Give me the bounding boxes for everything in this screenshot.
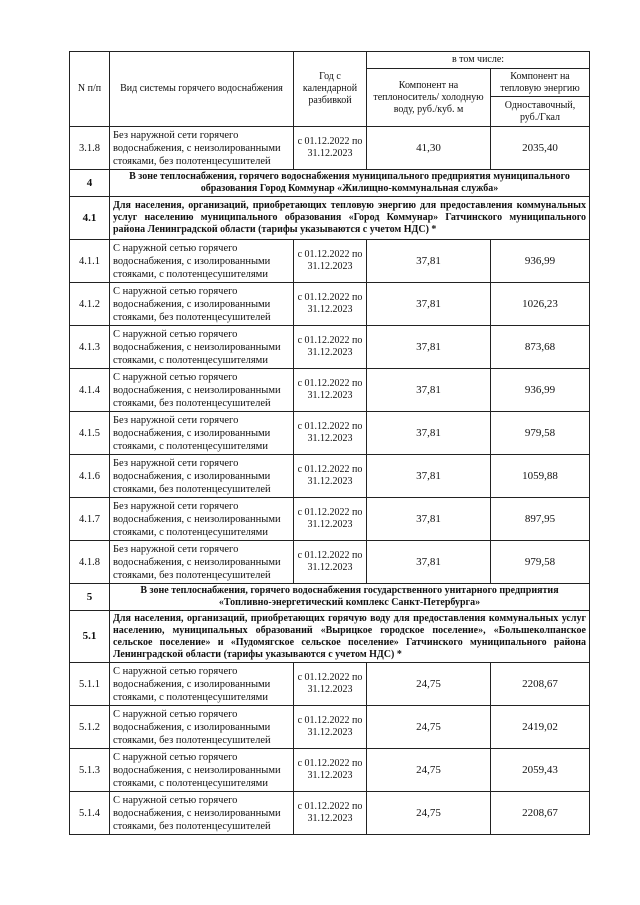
row-period: с 01.12.2022 по 31.12.2023 [294, 455, 367, 498]
row-system-type: С наружной сетью горячего водоснабжения, с неизолированными стояками, с полотенцесушителями [110, 326, 294, 369]
row-energy-value: 936,99 [491, 369, 590, 412]
row-carrier-value: 37,81 [367, 283, 491, 326]
row-period: с 01.12.2022 по 31.12.2023 [294, 283, 367, 326]
table-row [70, 706, 590, 749]
row-period: с 01.12.2022 по 31.12.2023 [294, 240, 367, 283]
table-row [70, 455, 590, 498]
header-including: в том числе: [367, 52, 590, 69]
tariff-table-body [70, 52, 590, 835]
subsection-number: 4.1 [70, 197, 110, 240]
row-number: 5.1.2 [70, 706, 110, 749]
row-period: с 01.12.2022 по 31.12.2023 [294, 498, 367, 541]
row-carrier-value: 37,81 [367, 541, 491, 584]
row-energy-value: 897,95 [491, 498, 590, 541]
header-row-1 [70, 52, 590, 69]
row-system-type: С наружной сетью горячего водоснабжения, с неизолированными стояками, без полотенцесушителей [110, 792, 294, 835]
table-row [70, 541, 590, 584]
row-number: 4.1.2 [70, 283, 110, 326]
section-number: 4 [70, 170, 110, 197]
row-period: с 01.12.2022 по 31.12.2023 [294, 412, 367, 455]
row-number: 4.1.3 [70, 326, 110, 369]
row-energy-value: 979,58 [491, 541, 590, 584]
row-energy-value: 1059,88 [491, 455, 590, 498]
row-number: 5.1.3 [70, 749, 110, 792]
table-row [70, 792, 590, 835]
row-energy-value: 936,99 [491, 240, 590, 283]
section-number: 5 [70, 584, 110, 611]
table-row [70, 283, 590, 326]
row-period: с 01.12.2022 по 31.12.2023 [294, 326, 367, 369]
row-system-type: Без наружной сети горячего водоснабжения, с изолированными стояками, с полотенцесушителями [110, 412, 294, 455]
table-row [70, 127, 590, 170]
table-row [70, 326, 590, 369]
row-period: с 01.12.2022 по 31.12.2023 [294, 541, 367, 584]
row-carrier-value: 37,81 [367, 369, 491, 412]
row-number: 4.1.5 [70, 412, 110, 455]
row-carrier-value: 24,75 [367, 749, 491, 792]
row-system-type: Без наружной сети горячего водоснабжения, с неизолированными стояками, с полотенцесушителями [110, 498, 294, 541]
table-row [70, 498, 590, 541]
row-carrier-value: 37,81 [367, 498, 491, 541]
row-energy-value: 1026,23 [491, 283, 590, 326]
row-carrier-value: 24,75 [367, 663, 491, 706]
section-title: В зоне теплоснабжения, горячего водоснабжения муниципального предприятия муниципального образования Город Коммунар «Жилищно-коммунальная служба» [110, 170, 590, 197]
row-period: с 01.12.2022 по 31.12.2023 [294, 663, 367, 706]
row-system-type: Без наружной сети горячего водоснабжения, с изолированными стояками, без полотенцесушителей [110, 455, 294, 498]
row-period: с 01.12.2022 по 31.12.2023 [294, 706, 367, 749]
section-row [70, 170, 590, 197]
row-system-type: С наружной сетью горячего водоснабжения, с неизолированными стояками, с полотенцесушителями [110, 749, 294, 792]
row-number: 4.1.1 [70, 240, 110, 283]
row-number: 4.1.6 [70, 455, 110, 498]
table-row [70, 412, 590, 455]
row-carrier-value: 37,81 [367, 412, 491, 455]
row-energy-value: 2059,43 [491, 749, 590, 792]
row-number: 4.1.4 [70, 369, 110, 412]
table-row [70, 749, 590, 792]
row-number: 4.1.7 [70, 498, 110, 541]
row-system-type: С наружной сетью горячего водоснабжения, с изолированными стояками, с полотенцесушителями [110, 240, 294, 283]
row-carrier-value: 37,81 [367, 326, 491, 369]
header-year: Год с календарной разбивкой [294, 52, 367, 127]
section-row [70, 584, 590, 611]
row-system-type: С наружной сетью горячего водоснабжения, с неизолированными стояками, без полотенцесушителей [110, 369, 294, 412]
row-energy-value: 2035,40 [491, 127, 590, 170]
row-number: 4.1.8 [70, 541, 110, 584]
row-period: с 01.12.2022 по 31.12.2023 [294, 749, 367, 792]
row-period: с 01.12.2022 по 31.12.2023 [294, 369, 367, 412]
row-carrier-value: 37,81 [367, 455, 491, 498]
row-period: с 01.12.2022 по 31.12.2023 [294, 792, 367, 835]
header-energy: Компонент на тепловую энергию [491, 69, 590, 97]
table-row [70, 240, 590, 283]
subsection-title: Для населения, организаций, приобретающих горячую воду для предоставления коммунальных услуг населению, муниципальных образований «Вырицкое городское поселение», «Большеколпанское сельское поселение» и «Пудомягское сельское поселение» Гатчинского муниципального района Ленинградской области (тарифы указываются с учетом НДС) * [110, 611, 590, 663]
row-period: с 01.12.2022 по 31.12.2023 [294, 127, 367, 170]
row-system-type: С наружной сетью горячего водоснабжения, с изолированными стояками, с полотенцесушителями [110, 663, 294, 706]
row-system-type: С наружной сетью горячего водоснабжения, с изолированными стояками, без полотенцесушителей [110, 706, 294, 749]
row-energy-value: 979,58 [491, 412, 590, 455]
row-energy-value: 2419,02 [491, 706, 590, 749]
subsection-title: Для населения, организаций, приобретающих тепловую энергию для предоставления коммунальных услуг населению муниципального образования «Город Коммунар» Гатчинского муниципального района Ленинградской области (тарифы указываются с учетом НДС) * [110, 197, 590, 240]
row-system-type: С наружной сетью горячего водоснабжения, с изолированными стояками, без полотенцесушителей [110, 283, 294, 326]
section-title: В зоне теплоснабжения, горячего водоснабжения государственного унитарного предприятия «Топливно-энергетический комплекс Санкт-Петербурга» [110, 584, 590, 611]
header-num: N п/п [70, 52, 110, 127]
row-system-type: Без наружной сети горячего водоснабжения, с неизолированными стояками, без полотенцесушителей [110, 541, 294, 584]
row-number: 5.1.1 [70, 663, 110, 706]
row-carrier-value: 37,81 [367, 240, 491, 283]
row-energy-value: 2208,67 [491, 792, 590, 835]
row-carrier-value: 24,75 [367, 792, 491, 835]
table-row [70, 663, 590, 706]
subsection-row [70, 197, 590, 240]
row-carrier-value: 24,75 [367, 706, 491, 749]
table-row [70, 369, 590, 412]
row-number: 3.1.8 [70, 127, 110, 170]
subsection-row [70, 611, 590, 663]
row-energy-value: 873,68 [491, 326, 590, 369]
row-number: 5.1.4 [70, 792, 110, 835]
header-carrier: Компонент на теплоноситель/ холодную воду, руб./куб. м [367, 69, 491, 127]
row-energy-value: 2208,67 [491, 663, 590, 706]
header-energy-rate: Одноставочный, руб./Гкал [491, 97, 590, 127]
header-system: Вид системы горячего водоснабжения [110, 52, 294, 127]
row-carrier-value: 41,30 [367, 127, 491, 170]
tariff-table [69, 51, 590, 835]
row-system-type: Без наружной сети горячего водоснабжения, с неизолированными стояками, без полотенцесушителей [110, 127, 294, 170]
subsection-number: 5.1 [70, 611, 110, 663]
